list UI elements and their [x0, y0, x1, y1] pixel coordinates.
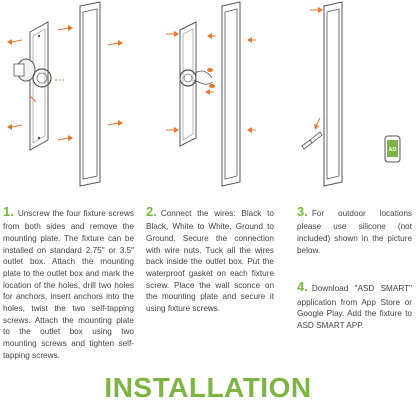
- step-number: 3.: [297, 204, 308, 219]
- step-1-illustration: [0, 0, 150, 195]
- step-3-4-column: [297, 203, 412, 341]
- direction-arrows: [310, 7, 323, 13]
- step-number: 4.: [297, 279, 308, 295]
- smartphone-icon: [385, 136, 400, 162]
- step-2-illustration: [150, 0, 280, 195]
- direction-arrows: [7, 25, 123, 141]
- step-4: [297, 278, 412, 331]
- step-1: [3, 203, 134, 361]
- svg-text:AD: AD: [388, 147, 397, 153]
- installation-title: INSTALLATION: [104, 372, 312, 403]
- step-2-column: [146, 203, 274, 324]
- step-number: 2.: [146, 204, 157, 219]
- step-text: Download "ASD SMART" application from App Store or Google Play. Add the fixture to ASD SMART APP.: [297, 284, 412, 331]
- step-3-illustration: [280, 0, 416, 195]
- step-3: [297, 203, 412, 256]
- silicone-tube-icon: [302, 118, 322, 149]
- step-text: Connect the wires: Black to Black, White to White, Ground to Ground. Secure the connection with wire nuts. Tuck all the wires back inside the outlet box. Put the waterproof gasket on each fixture screw. Place the wall sconce on the mounting plate and secure it using fixture screws.: [146, 209, 274, 313]
- step-2: [146, 203, 274, 315]
- step-text: Unscrew the four fixture screws from both sides and remove the mounting plate. The fixture can be installed on standard 2.75" or 3.5" outlet box. Attach the mounting plate to the outlet box and mark the location of the holes, drill two holes for anchors, insert anchors into the holes, twist the two self-tapping screws. Attach the mounting plate to the outlet box using two mounting screws and tighten self-tapping screws.: [3, 209, 134, 360]
- step-text: For outdoor locations please use silicone (not included) shown in the picture below.: [297, 209, 412, 255]
- step-1-column: [3, 203, 134, 370]
- step-number: 1.: [3, 204, 14, 219]
